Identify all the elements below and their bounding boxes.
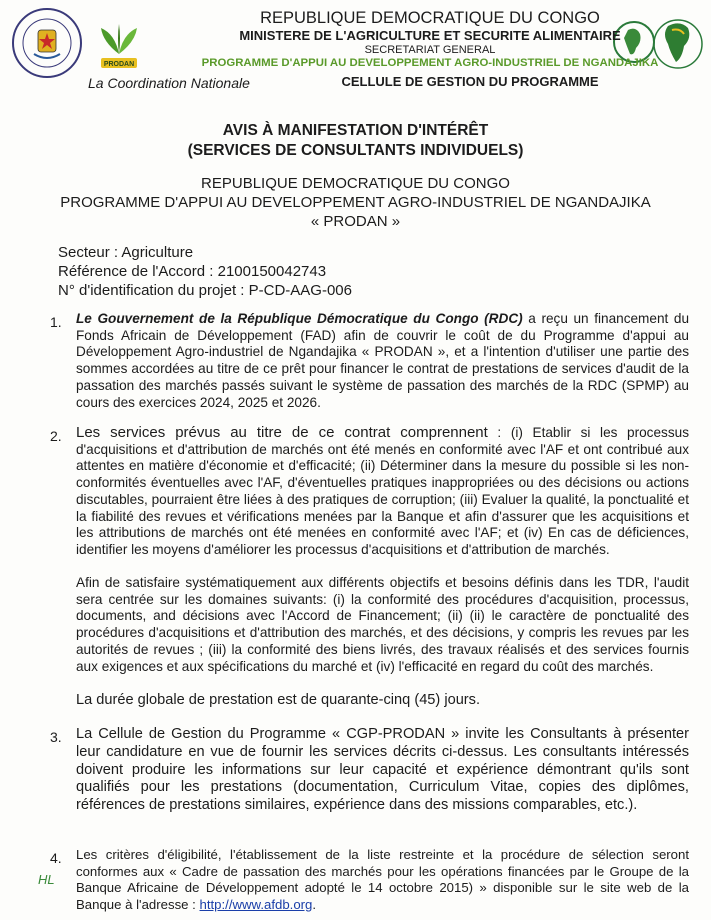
project-id: N° d'identification du projet : P-CD-AAG-006 [58,282,352,299]
handwritten-initials: HL [38,872,55,887]
item-number: 2. [50,428,62,444]
item-number: 4. [50,850,62,866]
duration-line: La durée globale de prestation est de quarante-cinq (45) jours. [76,692,481,708]
services-lead: Les services prévus au titre de ce contrat comprennent [76,424,488,441]
paragraph-4-text: Les critères d'éligibilité, l'établissement de la liste restreinte et la procédure de sélection seront conformes aux « Cadre de passation des marchés pour les opérations financées par le Groupe de la Banque Africaine de Développement adopté le 14 octobre 2015) » disponible sur le site web de la Banque à l'adresse : [76,847,689,912]
header-coordination: La Coordination Nationale [88,75,250,91]
header-secretariat: SECRETARIAT GENERAL [364,44,496,56]
notice-title: AVIS À MANIFESTATION D'INTÉRÊT [222,122,489,139]
header-programme: PROGRAMME D'APPUI AU DEVELOPPEMENT AGRO-INDUSTRIEL DE NGANDAJIKA [201,57,659,69]
paragraph-1 [76,311,689,411]
paragraph-3: La Cellule de Gestion du Programme « CGP-PRODAN » invite les Consultants à présenter leur candidature en vue de fournir les services décrits ci-dessus. Les consultants intéressés doivent produire les informations sur leur capacité et expérience démontrant qu'ils sont qualifiés pour les prestations (documentation, Curriculum Vitae, copies des diplômes, références de prestations similaires, expérience dans des missions comparables, etc.). [76,726,689,814]
paragraph-2 [76,425,689,559]
prodan-logo [95,24,143,76]
paragraph-2-text: : (i) Etablir si les processus d'acquisitions et d'attribution de marchés ont été menés en conformité avec l'AF et ont contribué aux attentes en matière d'économie et d'efficacité; (ii) Déterminer dans la mesure du possible si les non-conformités éventuelles avec l'AF, d'éventuelles pratiques inappropriées ou des décisions ou actions discutables, pourraient être liées à des pratiques de corruption; (iii) Evaluer la qualité, la ponctualité et la fiabilité des revues et vérifications menées par la Banque et afin d'assurer que les acquisitions et les attributions de marchés ont été menées en conformité avec l'AF; et (iv) En cas de déficiences, identifier les moyens d'améliorer les processus d'acquisitions et d'attribution de marchés. [76,425,689,557]
paragraph-2-audit-scope: Afin de satisfaire systématiquement aux différents objectifs et besoins définis dans les TDR, l'audit sera centrée sur les domaines suivants: (i) la conformité des procédures d'acquisition, processus, documents, and décisions avec l'Accord de Financement; (ii) (ii) le caractère de ponctualité des procédures d'acquisitions et d'attribution des marchés, et des décisions, y compris les revues par les autorités de revues ; (iii) la conformité des biens livrés, des travaux réalisés et des services fournis aux exigences et aux spécifications du marché et (iv) l'efficacité en regard du coût des marchés. [76,575,689,674]
prodan-line: « PRODAN » [310,213,401,230]
paragraph-4 [76,847,689,913]
afdb-website-link[interactable]: http://www.afdb.org [199,896,313,912]
header-cellule: CELLULE DE GESTION DU PROGRAMME [341,74,599,89]
paragraph-4-end: . [312,896,317,912]
header-ministry: MINISTERE DE L'AGRICULTURE ET SECURITE ALIMENTAIRE [239,28,621,43]
programme-line: PROGRAMME D'APPUI AU DEVELOPPEMENT AGRO-INDUSTRIEL DE NGANDAJIKA [60,194,651,211]
letterhead [0,0,711,100]
government-lead: Le Gouvernement de la République Démocratique du Congo (RDC) [76,311,523,326]
notice-subtitle: (SERVICES DE CONSULTANTS INDIVIDUELS) [187,142,524,159]
item-number: 1. [50,314,62,330]
paragraph-1-text: a reçu un financement du Fonds Africain de Développement (FAD) afin de couvrir le coût de du Programme d'appui au Développement Agro-industriel de Ngandajika « PRODAN », et a l'intention d'utiliser une partie des sommes accordées au titre de ce prêt pour financer le contrat de prestations de services d'audit de la passation des marchés passés suivant le système de passation des marchés de la RDC (SPMP) au cours des exercices 2024, 2025 et 2026. [76,311,690,410]
sector-line: Secteur : Agriculture [58,244,194,261]
country-line: REPUBLIQUE DEMOCRATIQUE DU CONGO [201,175,510,192]
drc-seal-logo [10,6,84,80]
agreement-reference: Référence de l'Accord : 2100150042743 [58,263,327,280]
header-republic: REPUBLIQUE DEMOCRATIQUE DU CONGO [260,9,600,27]
svg-text:PRODAN: PRODAN [103,61,135,68]
item-number: 3. [50,729,62,745]
